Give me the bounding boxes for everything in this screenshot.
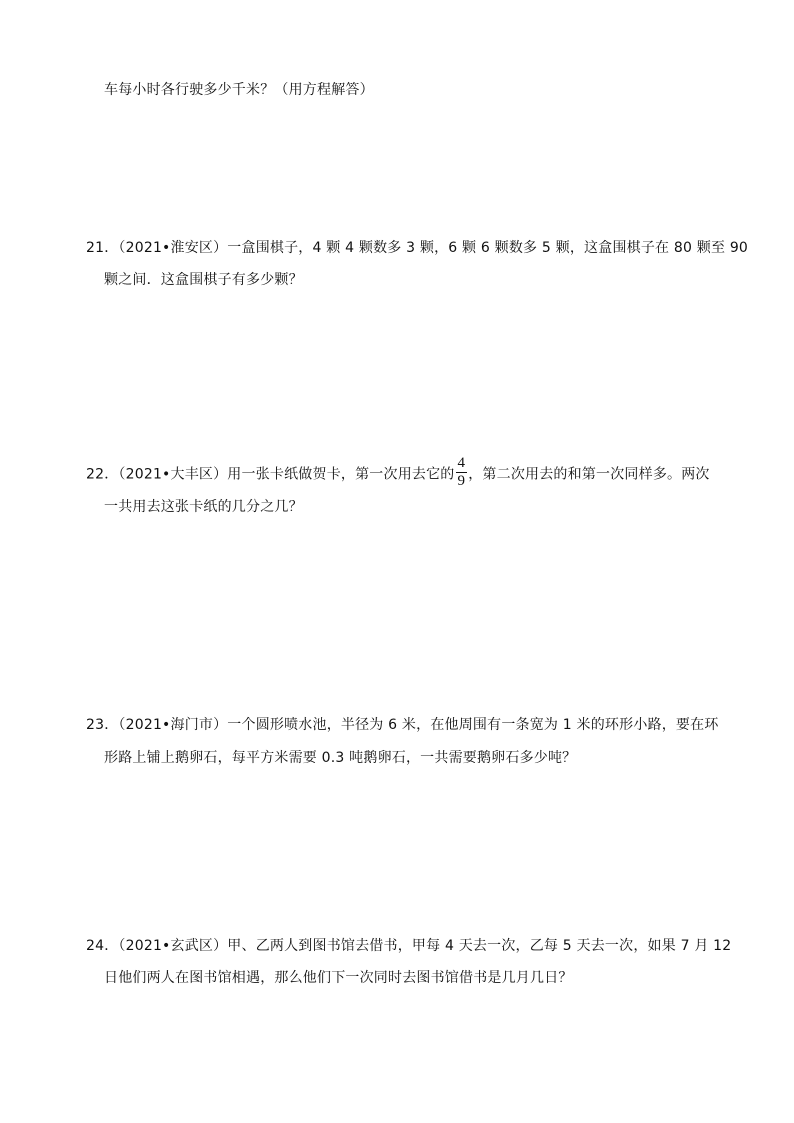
question-21-number: 21． xyxy=(86,240,119,256)
question-21-text-1: （2021•淮安区）一盒围棋子，4 颗 4 颗数多 3 颗，6 颗 6 颗数多 5 颗，这盒围棋子在 80 颗至 90 xyxy=(118,240,749,256)
question-23-text-1: （2021•海门市）一个圆形喷水池，半径为 6 米，在他周围有一条宽为 1 米的环形小路，要在环 xyxy=(118,717,719,733)
question-22-number: 22． xyxy=(86,466,119,483)
fraction-four-ninths xyxy=(456,456,468,489)
question-22-text-1a: （2021•大丰区）用一张卡纸做贺卡，第一次用去它的 xyxy=(118,466,455,483)
question-21-line-2: 颗之间．这盒围棋子有多少颗？ xyxy=(104,272,303,288)
question-24-line-2: 日他们两人在图书馆相遇，那么他们下一次同时去图书馆借书是几月几日？ xyxy=(104,970,573,986)
question-22-line-1 xyxy=(86,455,710,491)
question-23-line-1 xyxy=(86,715,719,735)
question-23-number: 23． xyxy=(86,717,119,733)
question-22-line-2: 一共用去这张卡纸的几分之几？ xyxy=(104,499,303,515)
fraction-denominator: 9 xyxy=(457,473,466,489)
question-24-text-1: （2021•玄武区）甲、乙两人到图书馆去借书，甲每 4 天去一次，乙每 5 天去一次，如果 7 月 12 xyxy=(118,938,732,954)
question-22-text-1b: ，第二次用去的和第一次同样多。两次 xyxy=(468,466,710,483)
question-24-number: 24． xyxy=(86,938,119,954)
question-23-line-2: 形路上铺上鹅卵石，每平方米需要 0.3 吨鹅卵石，一共需要鹅卵石多少吨？ xyxy=(104,750,577,766)
question-24-line-1 xyxy=(86,936,731,956)
fraction-numerator: 4 xyxy=(457,455,466,471)
question-21-line-1 xyxy=(86,238,748,258)
continuation-text: 车每小时各行驶多少千米？（用方程解答） xyxy=(104,82,374,98)
